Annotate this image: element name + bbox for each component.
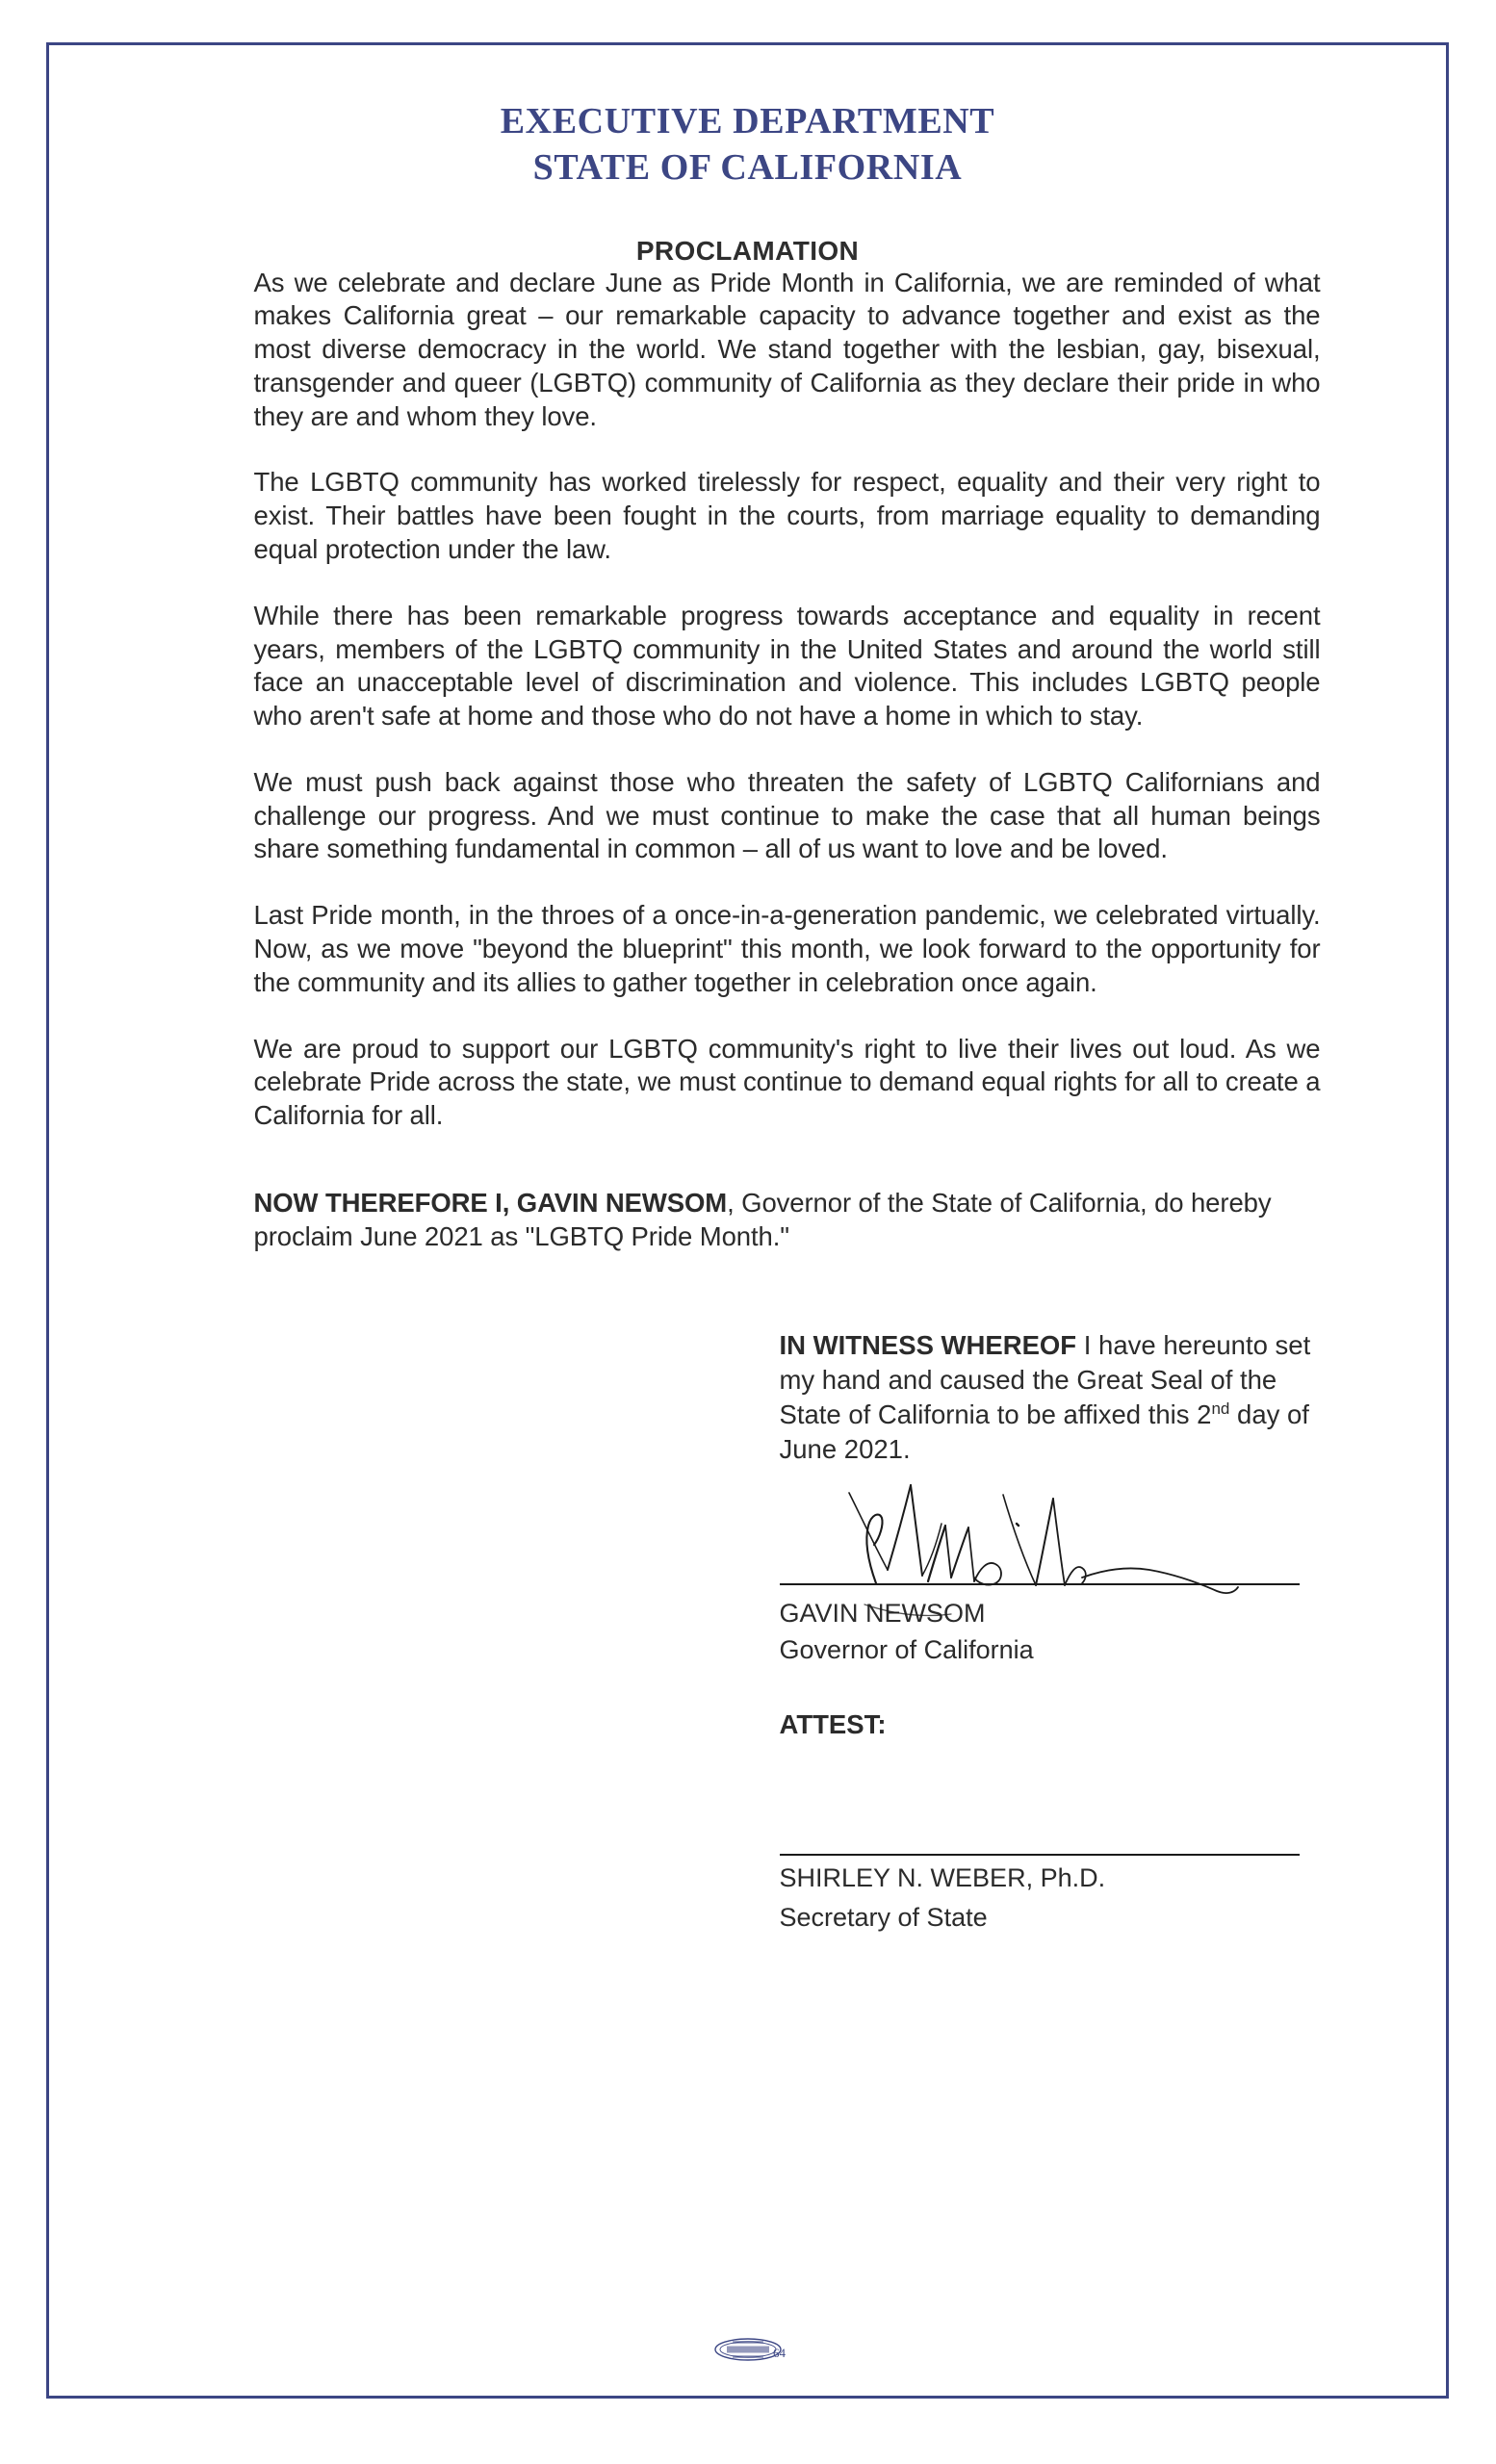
header-line-state-of-california: STATE OF CALIFORNIA [532, 147, 963, 189]
witness-statement [780, 1328, 1315, 1466]
seal-wrapper [713, 2337, 786, 2367]
paragraph-4: We must push back against those who threaten the safety of LGBTQ Californians and challenge our progress. And we must continue to make the case that all human beings share something fundamental in common – all of us want to love and be loved. [253, 766, 1321, 864]
paragraph-1: As we celebrate and declare June as Pride Month in California, we are reminded of what makes California great – our remarkable capacity to advance together and exist as the most diverse democracy in the world. We stand together with the lesbian, gay, bisexual, transgender and queer (LGBTQ) community of California as they declare their pride in who they are and whom they love. [253, 267, 1321, 431]
secretary-name: SHIRLEY N. WEBER, Ph.D. [779, 1862, 1106, 1892]
witness-ordinal-suffix: nd [1211, 1399, 1230, 1418]
attest-label: ATTEST: [779, 1708, 887, 1739]
document-content [46, 42, 1449, 1935]
body-block [175, 267, 1321, 1254]
paragraph-2: The LGBTQ community has worked tirelessly for respect, equality and their very right to exist. Their battles have been fought in the courts, from marriage equality to demanding equal protection under the law. [253, 467, 1321, 564]
paragraph-5: Last Pride month, in the throes of a once-in-a-generation pandemic, we celebrated virtually. Now, as we move "beyond the blueprint" this month, we look forward to the opportunity for the community and its allies to gather together in celebration once again. [253, 900, 1321, 997]
proclamation-bold-lead: NOW THEREFORE I, GAVIN NEWSOM [253, 1187, 728, 1218]
witness-signature-block [175, 1328, 1321, 1934]
header-line-executive-department: EXECUTIVE DEPARTMENT [500, 101, 995, 141]
secretary-signature-line [780, 1854, 1300, 1856]
governor-title: Governor of California [779, 1634, 1034, 1664]
paragraph-6: We are proud to support our LGBTQ community's right to live their lives out loud. As we celebrate Pride across the state, we must continue to demand equal rights for all to create a California for all. [253, 1033, 1321, 1131]
governor-signature-line [780, 1583, 1300, 1585]
governor-name: GAVIN NEWSOM [779, 1599, 986, 1629]
document-header [46, 98, 1449, 192]
witness-column [780, 1328, 1315, 1934]
witness-text-after-ordinal: day of June 2021. [779, 1399, 1309, 1464]
proclamation-rest: , Governor of the State of California, do hereby proclaim June 2021 as "LGBTQ Pride Month." [253, 1187, 1272, 1251]
footer-seal [0, 2337, 1496, 2367]
seal-number: 64 [773, 2346, 786, 2360]
secretary-title: Secretary of State [779, 1902, 988, 1932]
witness-bold-lead: IN WITNESS WHEREOF [779, 1330, 1077, 1361]
paragraph-3: While there has been remarkable progress towards acceptance and equality in recent years, members of the LGBTQ community in the United States and around the world still face an unacceptable level of discrimination and violence. This includes LGBTQ people who aren't safe at home and those who do not have a home in which to stay. [253, 600, 1321, 732]
governor-signature-area [780, 1481, 1315, 1595]
proclamation-statement [254, 1187, 1321, 1254]
governor-signature-image [768, 1470, 1307, 1595]
witness-text-before-ordinal: I have hereunto set my hand and caused the Great Seal of the State of California to be affixed this 2 [779, 1330, 1311, 1429]
page-title: PROCLAMATION [635, 235, 860, 266]
